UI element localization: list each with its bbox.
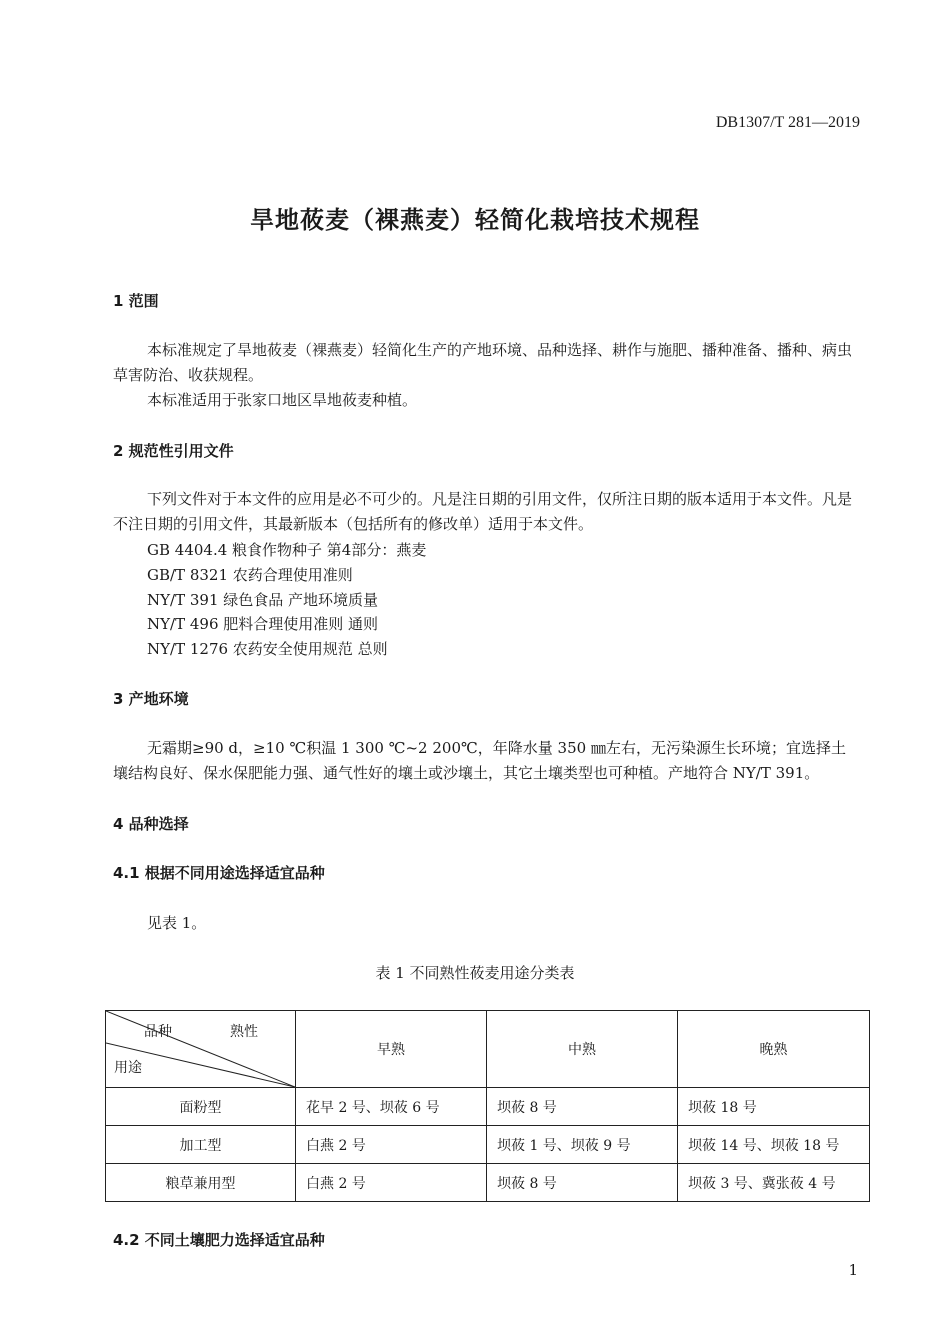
row-header: 面粉型	[106, 1088, 296, 1126]
reference-item: GB/T 8321 农药合理使用准则	[147, 566, 353, 584]
section-1-heading: 1 范围	[113, 292, 159, 310]
row-header: 加工型	[106, 1126, 296, 1164]
column-header: 早熟	[296, 1011, 487, 1088]
table-cell: 坝莜 8 号	[487, 1164, 678, 1202]
table-row	[106, 1164, 870, 1202]
section-4-2-heading: 4.2 不同土壤肥力选择适宜品种	[113, 1231, 325, 1249]
section-4-1-heading: 4.1 根据不同用途选择适宜品种	[113, 864, 325, 882]
corner-label-variety: 品种	[144, 1024, 172, 1040]
reference-item: NY/T 391 绿色食品 产地环境质量	[147, 591, 379, 609]
document-title: 旱地莜麦（裸燕麦）轻简化栽培技术规程	[250, 206, 700, 234]
table-cell: 坝莜 1 号、坝莜 9 号	[487, 1126, 678, 1164]
corner-label-maturity: 熟性	[230, 1024, 258, 1040]
table-cell: 坝莜 8 号	[487, 1088, 678, 1126]
section-3-heading: 3 产地环境	[113, 690, 189, 708]
table-reference-text: 见表 1。	[147, 914, 207, 932]
table-corner-cell	[106, 1011, 296, 1088]
reference-item: GB 4404.4 粮食作物种子 第4部分：燕麦	[147, 541, 427, 559]
table-row	[106, 1088, 870, 1126]
section-2-paragraph: 下列文件对于本文件的应用是必不可少的。凡是注日期的引用文件，仅所注日期的版本适用于本文件。凡是不注日期的引用文件，其最新版本（包括所有的修改单）适用于本文件。	[113, 490, 853, 533]
section-3-paragraph: 无霜期≥90 d，≥10 ℃积温 1 300 ℃~2 200℃，年降水量 350 ㎜左右，无污染源生长环境；宜选择土壤结构良好、保水保肥能力强、通气性好的壤土或沙壤土，其它土壤类型也可种植。产地符合 NY/T 391。	[113, 739, 846, 782]
table-cell: 白燕 2 号	[296, 1126, 487, 1164]
table-cell: 花早 2 号、坝莜 6 号	[296, 1088, 487, 1126]
reference-item: NY/T 1276 农药安全使用规范 总则	[147, 640, 388, 658]
column-header: 中熟	[487, 1011, 678, 1088]
reference-item: NY/T 496 肥料合理使用准则 通则	[147, 615, 379, 633]
table-cell: 坝莜 14 号、坝莜 18 号	[678, 1126, 870, 1164]
table-cell: 坝莜 18 号	[678, 1088, 870, 1126]
table-row	[106, 1126, 870, 1164]
section-1-paragraph-2: 本标准适用于张家口地区旱地莜麦种植。	[147, 391, 418, 409]
table-caption: 表 1 不同熟性莜麦用途分类表	[375, 964, 575, 982]
maturity-use-table	[105, 1010, 870, 1202]
table-header-row	[106, 1011, 870, 1088]
row-header: 粮草兼用型	[106, 1164, 296, 1202]
corner-label-use: 用途	[114, 1060, 142, 1076]
document-number: DB1307/T 281—2019	[715, 114, 860, 131]
column-header: 晚熟	[678, 1011, 870, 1088]
section-4-heading: 4 品种选择	[113, 815, 189, 833]
table-cell: 白燕 2 号	[296, 1164, 487, 1202]
table-cell: 坝莜 3 号、冀张莜 4 号	[678, 1164, 870, 1202]
section-1-paragraph-1: 本标准规定了旱地莜麦（裸燕麦）轻简化生产的产地环境、品种选择、耕作与施肥、播种准备、播种、病虫草害防治、收获规程。	[113, 341, 853, 384]
page-number: 1	[848, 1261, 858, 1279]
section-2-heading: 2 规范性引用文件	[113, 442, 234, 460]
